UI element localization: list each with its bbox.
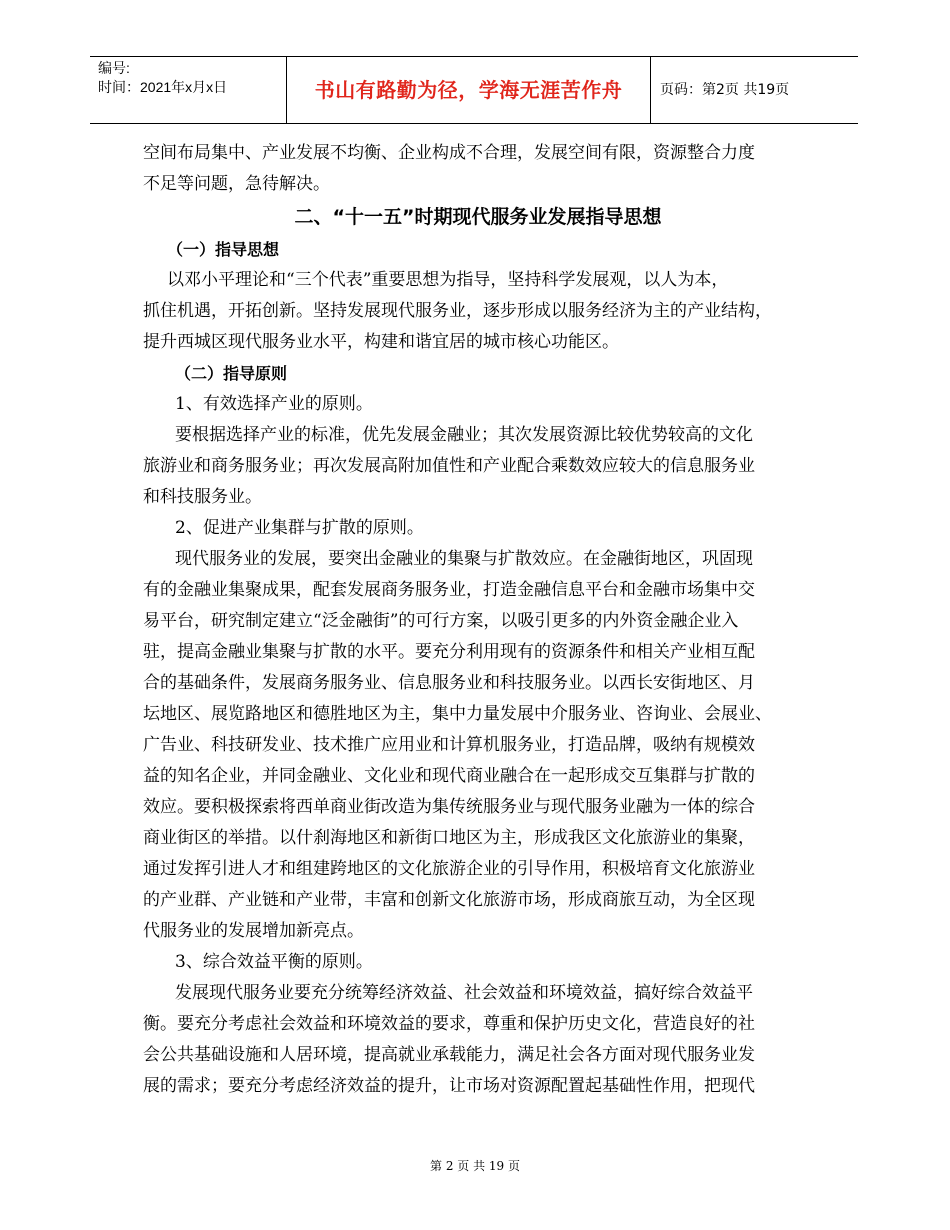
paragraph-line: 提升西城区现代服务业水平，构建和谐宜居的城市核心功能区。 bbox=[143, 332, 619, 352]
list-item: 1、有效选择产业的原则。 bbox=[175, 394, 373, 414]
paragraph-line: 空间布局集中、产业发展不均衡、企业构成不合理，发展空间有限，资源整合力度 bbox=[143, 143, 755, 163]
paragraph-line: 展的需求；要充分考虑经济效益的提升，让市场对资源配置起基础性作用，把现代 bbox=[143, 1076, 755, 1096]
header-divider bbox=[650, 57, 651, 123]
paragraph-line: 易平台，研究制定建立“泛金融街”的可行方案，以吸引更多的内外资金融企业入 bbox=[143, 611, 739, 631]
list-item: 3、综合效益平衡的原则。 bbox=[175, 952, 373, 972]
paragraph-line: 衡。要充分考虑社会效益和环境效益的要求，尊重和保护历史文化，营造良好的社 bbox=[143, 1014, 755, 1034]
paragraph-line: 和科技服务业。 bbox=[143, 487, 262, 507]
paragraph-line: 驻，提高金融业集聚与扩散的水平。要充分利用现有的资源条件和相关产业相互配 bbox=[143, 642, 755, 662]
paragraph-line: 效应。要积极探索将西单商业街改造为集传统服务业与现代服务业融为一体的综合 bbox=[143, 797, 755, 817]
paragraph-line: 合的基础条件，发展商务服务业、信息服务业和科技服务业。以西长安街地区、月 bbox=[143, 673, 755, 693]
paragraph-line: 坛地区、展览路地区和德胜地区为主，集中力量发展中介服务业、咨询业、会展业、 bbox=[143, 704, 772, 724]
paragraph-line: 不足等问题，急待解决。 bbox=[143, 174, 330, 194]
document-body bbox=[143, 138, 813, 1102]
page-header bbox=[90, 56, 858, 124]
subsection-heading: （二）指导原则 bbox=[175, 364, 288, 383]
paragraph-line: 旅游业和商务服务业；再次发展高附加值性和产业配合乘数效应较大的信息服务业 bbox=[143, 456, 755, 476]
list-item: 2、促进产业集群与扩散的原则。 bbox=[175, 518, 424, 538]
paragraph-line: 益的知名企业，并同金融业、文化业和现代商业融合在一起形成交互集群与扩散的 bbox=[143, 766, 755, 786]
paragraph-line: 现代服务业的发展，要突出金融业的集聚与扩散效应。在金融街地区，巩固现 bbox=[175, 549, 753, 569]
header-date: 时间：2021年x月x日 bbox=[98, 79, 228, 95]
paragraph-line: 通过发挥引进人才和组建跨地区的文化旅游企业的引导作用，积极培育文化旅游业 bbox=[143, 859, 755, 879]
paragraph-line: 以邓小平理论和“三个代表”重要思想为指导，坚持科学发展观，以人为本， bbox=[167, 270, 729, 290]
paragraph-line: 有的金融业集聚成果，配套发展商务服务业，打造金融信息平台和金融市场集中交 bbox=[143, 580, 755, 600]
paragraph-line: 要根据选择产业的标准，优先发展金融业；其次发展资源比较优势较高的文化 bbox=[175, 425, 753, 445]
subsection-heading: （一）指导思想 bbox=[167, 240, 280, 259]
section-heading: 二、“十一五”时期现代服务业发展指导思想 bbox=[294, 206, 662, 228]
paragraph-line: 的产业群、产业链和产业带，丰富和创新文化旅游市场，形成商旅互动，为全区现 bbox=[143, 890, 755, 910]
paragraph-line: 商业街区的举措。以什刹海地区和新街口地区为主，形成我区文化旅游业的集聚， bbox=[143, 828, 755, 848]
header-page-info: 页码：第2页 共19页 bbox=[660, 82, 790, 98]
header-motto: 书山有路勤为径，学海无涯苦作舟 bbox=[314, 78, 623, 102]
paragraph-line: 广告业、科技研发业、技术推广应用业和计算机服务业，打造品牌，吸纳有规模效 bbox=[143, 735, 755, 755]
paragraph-line: 抓住机遇，开拓创新。坚持发展现代服务业，逐步形成以服务经济为主的产业结构， bbox=[143, 301, 772, 321]
header-meta bbox=[98, 59, 227, 97]
paragraph-line: 代服务业的发展增加新亮点。 bbox=[143, 921, 364, 941]
page-footer: 第 2 页 共 19 页 bbox=[430, 1159, 520, 1173]
paragraph-line: 发展现代服务业要充分统筹经济效益、社会效益和环境效益，搞好综合效益平 bbox=[175, 983, 753, 1003]
paragraph-line: 会公共基础设施和人居环境，提高就业承载能力，满足社会各方面对现代服务业发 bbox=[143, 1045, 755, 1065]
header-code-label: 编号: bbox=[98, 60, 130, 76]
